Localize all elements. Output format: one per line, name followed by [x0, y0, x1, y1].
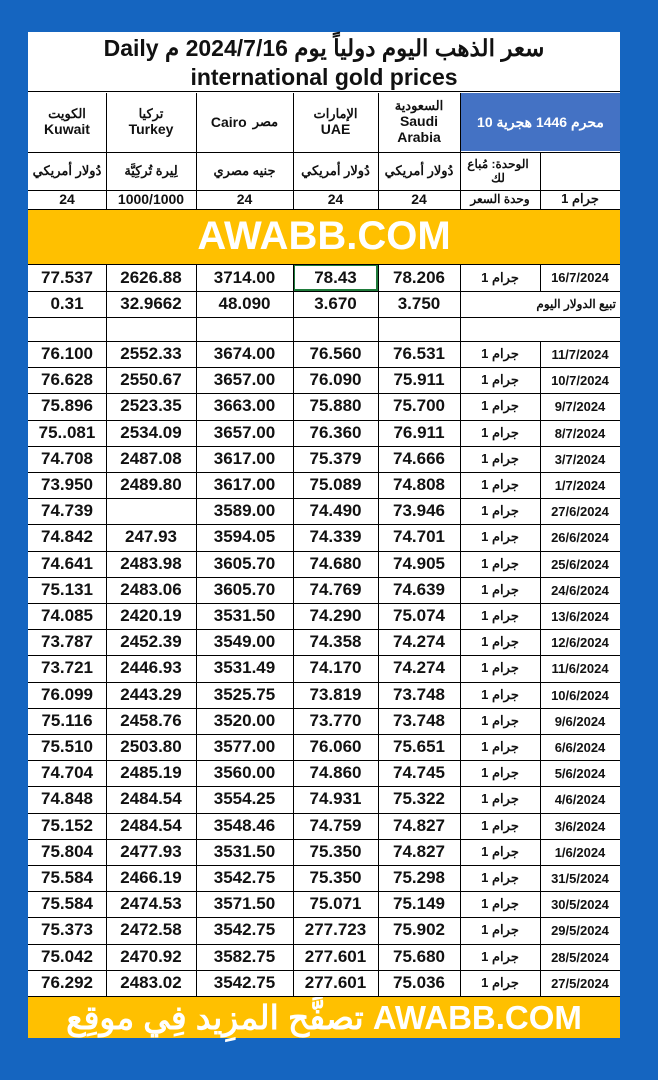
- price-cell: 76.090: [309, 370, 362, 389]
- grid-line: [196, 264, 197, 996]
- unit-cell: 1 جرام: [481, 372, 519, 387]
- price-cell: 74.704: [41, 763, 93, 782]
- unit-cell: 1 جرام: [481, 425, 519, 440]
- price-cell: 74.085: [41, 606, 93, 625]
- price-cell: 73.819: [309, 685, 362, 704]
- price-cell: 2489.80: [120, 475, 182, 494]
- title-line-1: سعر الذهب اليوم دولياً يوم 2024/7/16 م Daily: [103, 35, 545, 61]
- grid-line: [460, 93, 461, 209]
- price-cell: 76.360: [309, 423, 362, 442]
- unit-cell: 1 جرام: [481, 949, 519, 964]
- bottom-banner: تصفَّح المزِيد فِي موقِع AWABB.COM: [28, 997, 620, 1038]
- grid-line: [28, 472, 620, 473]
- price-cell: 74.808: [393, 475, 445, 494]
- price-cell: 74.639: [393, 580, 445, 599]
- price-cell: 277.723: [304, 920, 367, 939]
- price-cell: 3531.50: [213, 842, 276, 861]
- price-cell: 74.274: [393, 632, 445, 651]
- price-cell: 74.860: [309, 763, 362, 782]
- unit-cell: 1 جرام: [481, 765, 519, 780]
- grid-line: [28, 577, 620, 578]
- unit-cell: 1 جرام: [481, 582, 519, 597]
- price-cell: 3548.46: [213, 816, 276, 835]
- grid-line: [106, 264, 107, 996]
- date-cell: 31/5/2024: [551, 870, 609, 886]
- date-cell: 1/6/2024: [554, 844, 606, 860]
- price-cell: 75.804: [41, 842, 93, 861]
- price-cell: 76.099: [41, 685, 93, 704]
- unit-cell: 1 جرام: [481, 922, 519, 937]
- price-cell: 2550.67: [120, 370, 182, 389]
- price-cell: 3582.75: [213, 947, 276, 966]
- price-cell: 76.060: [309, 737, 362, 756]
- price-cell: 3542.75: [213, 920, 276, 939]
- price-cell: 3531.50: [213, 606, 276, 625]
- grid-line: [28, 341, 620, 342]
- grid-line: [540, 152, 541, 209]
- price-cell: 75.152: [41, 816, 93, 835]
- price-cell: 74.708: [41, 449, 93, 468]
- date-cell: 8/7/2024: [554, 425, 606, 441]
- grid-line: [28, 891, 620, 892]
- price-cell: 2487.08: [120, 449, 182, 468]
- unit-cell: 1 جرام: [481, 687, 519, 702]
- country-name-en: Cairo: [210, 114, 247, 130]
- country-name-ar: السعودية: [394, 98, 444, 113]
- price-cell: 75.089: [309, 475, 362, 494]
- price-cell: 3.670: [314, 294, 357, 313]
- price-cell: 3617.00: [213, 449, 276, 468]
- price-cell: 3.750: [397, 294, 441, 313]
- price-cell: 75.880: [309, 396, 362, 415]
- price-cell: 2534.09: [120, 423, 182, 442]
- price-cell: 75.350: [309, 868, 362, 887]
- price-cell: 2458.76: [120, 711, 182, 730]
- price-cell: 3657.00: [213, 423, 276, 442]
- price-cell: 3560.00: [213, 763, 276, 782]
- karat-value: 24: [59, 191, 75, 207]
- date-cell: 27/5/2024: [551, 975, 609, 991]
- price-cell: 2420.19: [120, 606, 182, 625]
- price-cell: 247.93: [125, 527, 177, 546]
- price-cell: 2552.33: [120, 344, 182, 363]
- date-cell: 24/6/2024: [551, 582, 609, 598]
- grid-line: [28, 786, 620, 787]
- price-cell: 74.641: [41, 554, 93, 573]
- price-cell: 74.739: [41, 501, 93, 520]
- country-name-ar: مصر: [252, 114, 279, 129]
- date-cell: 5/6/2024: [554, 765, 606, 781]
- price-cell: 74.170: [309, 658, 362, 677]
- price-cell: 75.322: [393, 789, 445, 808]
- price-cell: 75.902: [393, 920, 445, 939]
- grid-line: [293, 93, 294, 209]
- grid-line: [28, 446, 620, 447]
- grid-line: [28, 603, 620, 604]
- price-cell: 2484.54: [120, 789, 182, 808]
- price-cell: 74.339: [309, 527, 362, 546]
- price-cell: 75.584: [41, 868, 93, 887]
- unit-cell: 1 جرام: [481, 739, 519, 754]
- usd-rate-label: تبيع الدولار اليوم: [536, 297, 616, 311]
- price-cell: 74.358: [309, 632, 362, 651]
- grid-line: [378, 93, 379, 209]
- date-cell: 10/6/2024: [551, 687, 609, 703]
- grid-line: [106, 93, 107, 209]
- unit-cell: 1 جرام: [481, 556, 519, 571]
- price-cell: 74.490: [309, 501, 362, 520]
- price-cell: 75..081: [38, 423, 96, 442]
- karat-value: 24: [411, 191, 427, 207]
- sheet-title: [28, 32, 620, 92]
- country-header-3: [293, 93, 378, 151]
- price-cell: 77.537: [41, 267, 93, 287]
- price-cell: [106, 498, 196, 524]
- date-cell: 1/7/2024: [554, 477, 606, 493]
- currency-label: دُولار أمريكي: [32, 163, 102, 178]
- price-cell: 3674.00: [213, 344, 276, 363]
- unit-cell: 1 جرام: [481, 896, 519, 911]
- price-cell: 2477.93: [120, 842, 182, 861]
- grid-line: [28, 498, 620, 499]
- currency-label: لِيرة تُركِيَّة: [124, 163, 178, 178]
- grid-line: [196, 93, 197, 209]
- grid-line: [28, 917, 620, 918]
- price-cell: 76.560: [309, 344, 362, 363]
- date-cell: 28/5/2024: [551, 949, 609, 965]
- price-cell: 74.827: [393, 816, 445, 835]
- date-cell: 3/6/2024: [554, 818, 606, 834]
- date-cell: 11/7/2024: [551, 346, 609, 362]
- price-cell: 76.100: [41, 344, 93, 363]
- currency-label: دُولار أمريكي: [384, 163, 454, 178]
- grid-line: [540, 264, 541, 291]
- price-cell: 76.628: [41, 370, 93, 389]
- price-cell: 74.769: [309, 580, 362, 599]
- price-cell: 277.601: [304, 973, 367, 992]
- grid-line: [28, 813, 620, 814]
- price-cell: 2474.53: [120, 894, 182, 913]
- grid-line: [28, 393, 620, 394]
- date-cell: 13/6/2024: [551, 608, 609, 624]
- price-cell: 74.931: [309, 789, 362, 808]
- price-cell: 0.31: [50, 294, 84, 313]
- price-cell: 75.042: [41, 947, 93, 966]
- grid-line: [540, 341, 541, 996]
- grid-line: [293, 264, 294, 996]
- price-cell: 3549.00: [213, 632, 276, 651]
- date-cell: 12/6/2024: [551, 634, 609, 650]
- unit-cell: 1 جرام: [481, 451, 519, 466]
- unit-cell: 1 جرام: [481, 608, 519, 623]
- date-cell: 9/7/2024: [554, 398, 606, 414]
- price-cell: 32.9662: [120, 294, 182, 313]
- date-cell: 6/6/2024: [554, 739, 606, 755]
- date-cell: 16/7/2024: [551, 270, 609, 285]
- country-header-1: [106, 93, 196, 151]
- currency-label: دُولار أمريكي: [301, 163, 370, 178]
- unit-cell: 1 جرام: [481, 529, 519, 544]
- price-cell: 75.074: [393, 606, 445, 625]
- country-name-en: Saudi Arabia: [397, 113, 441, 145]
- grid-line: [28, 524, 620, 525]
- date-cell: 11/6/2024: [551, 660, 609, 676]
- unit-cell: 1 جرام: [481, 398, 519, 413]
- price-cell: 73.721: [41, 658, 93, 677]
- date-cell: 30/5/2024: [551, 896, 609, 912]
- price-cell: 78.206: [393, 267, 445, 287]
- grid-line: [28, 839, 620, 840]
- price-cell: 2472.58: [120, 920, 182, 939]
- country-name-ar: الكويت: [48, 106, 86, 121]
- country-name-ar: تركيا: [138, 106, 164, 121]
- price-cell: 76.531: [393, 344, 445, 363]
- unit-cell: 1 جرام: [481, 503, 519, 518]
- date-cell: 27/6/2024: [551, 503, 609, 519]
- price-cell: 3525.75: [213, 685, 276, 704]
- date-cell: 4/6/2024: [554, 791, 606, 807]
- date-cell: 25/6/2024: [551, 556, 609, 572]
- price-cell: 2483.98: [120, 554, 182, 573]
- grid-line: [460, 264, 461, 996]
- price-cell: 3605.70: [213, 580, 276, 599]
- price-cell: 48.090: [218, 294, 271, 313]
- price-cell: 76.911: [393, 423, 445, 442]
- price-cell: 3577.00: [213, 737, 276, 756]
- country-header-4: [378, 93, 460, 151]
- price-cell: 73.748: [393, 711, 445, 730]
- price-cell: 2523.35: [120, 396, 182, 415]
- price-cell: 74.745: [393, 763, 445, 782]
- price-cell: 74.905: [393, 554, 445, 573]
- price-cell: 73.950: [41, 475, 93, 494]
- price-cell: 75.911: [393, 370, 445, 389]
- price-cell: 3617.00: [213, 475, 276, 494]
- country-name-en: Turkey: [128, 121, 174, 137]
- price-cell: 2470.92: [120, 947, 182, 966]
- unit-cell: 1 جرام: [481, 713, 519, 728]
- price-cell: 73.787: [41, 632, 93, 651]
- country-header-2: [196, 93, 293, 151]
- grid-line: [28, 944, 620, 945]
- price-cell: 3542.75: [213, 868, 276, 887]
- date-cell: 29/5/2024: [551, 922, 609, 938]
- price-cell: 3589.00: [213, 501, 276, 520]
- unit-cell: 1 جرام: [481, 791, 519, 806]
- grid-line: [28, 317, 620, 318]
- price-cell: 74.680: [309, 554, 362, 573]
- price-cell: 277.601: [304, 947, 367, 966]
- selected-cell[interactable]: 78.43: [293, 264, 378, 291]
- grid-line: [28, 551, 620, 552]
- price-cell: 75.651: [393, 737, 445, 756]
- grid-line: [28, 264, 620, 265]
- unit-cell: 1 جرام: [481, 975, 519, 990]
- country-name-ar: الإمارات: [313, 106, 358, 121]
- price-cell: 2483.02: [120, 973, 182, 992]
- grid-line: [28, 970, 620, 971]
- unit-cell: 1 جرام: [481, 269, 519, 285]
- price-cell: 3605.70: [213, 554, 276, 573]
- price-cell: 74.848: [41, 789, 93, 808]
- price-cell: 74.842: [41, 527, 93, 546]
- price-cell: 75.350: [309, 842, 362, 861]
- price-cell: 75.896: [41, 396, 93, 415]
- price-cell: 75.298: [393, 868, 445, 887]
- country-name-en: Kuwait: [44, 121, 90, 137]
- unit-cell: 1 جرام: [481, 477, 519, 492]
- price-cell: 2626.88: [120, 267, 182, 287]
- grid-line: [28, 209, 620, 210]
- unit-cell: 1 جرام: [481, 870, 519, 885]
- price-cell: 75.116: [41, 711, 93, 730]
- date-cell: 10/7/2024: [551, 372, 609, 388]
- price-cell: 75.149: [393, 894, 445, 913]
- price-cell: 2446.93: [120, 658, 182, 677]
- karat-value: 1000/1000: [117, 191, 185, 207]
- country-header-0: [28, 93, 106, 151]
- price-cell: 73.946: [393, 501, 445, 520]
- unit-cell: 1 جرام: [481, 660, 519, 675]
- price-cell: 3571.50: [213, 894, 276, 913]
- price-cell: 75.700: [393, 396, 445, 415]
- unit-cell: 1 جرام: [481, 844, 519, 859]
- grid-line: [28, 367, 620, 368]
- grid-line: [28, 682, 620, 683]
- price-cell: 3542.75: [213, 973, 276, 992]
- karat-value: 24: [236, 191, 253, 207]
- price-cell: 75.036: [393, 973, 445, 992]
- grid-line: [28, 629, 620, 630]
- grid-line: [28, 420, 620, 421]
- price-cell: 3531.49: [213, 658, 276, 677]
- price-cell: 2485.19: [120, 763, 182, 782]
- price-cell: 74.701: [393, 527, 445, 546]
- price-cell: 73.748: [393, 685, 445, 704]
- price-cell: 2443.29: [120, 685, 182, 704]
- unit-cell: 1 جرام: [481, 346, 519, 361]
- price-cell: 73.770: [309, 711, 362, 730]
- price-cell: 2484.54: [120, 816, 182, 835]
- grid-line: [28, 152, 620, 153]
- price-cell: 2483.06: [120, 580, 182, 599]
- grid-line: [28, 190, 620, 191]
- price-sheet: [28, 32, 620, 1038]
- price-cell: 2452.39: [120, 632, 182, 651]
- grid-line: [28, 734, 620, 735]
- grid-line: [28, 708, 620, 709]
- price-cell: 74.666: [393, 449, 445, 468]
- price-cell: 74.274: [393, 658, 445, 677]
- grid-line: [28, 760, 620, 761]
- date-cell: 9/6/2024: [554, 713, 606, 729]
- price-cell: 3714.00: [213, 267, 276, 287]
- country-name-en: UAE: [320, 121, 351, 137]
- price-cell: 75.373: [41, 920, 93, 939]
- grid-line: [28, 291, 620, 292]
- grid-line: [378, 264, 379, 996]
- grid-line: [28, 996, 620, 997]
- top-banner: AWABB.COM: [28, 209, 620, 264]
- title-line-2: international gold prices: [190, 64, 458, 90]
- price-cell: 3663.00: [213, 396, 276, 415]
- price-cell: 74.759: [309, 816, 362, 835]
- date-cell: 26/6/2024: [551, 529, 609, 545]
- grid-line: [28, 865, 620, 866]
- unit-cell: 1 جرام: [481, 634, 519, 649]
- price-cell: 75.680: [393, 947, 445, 966]
- currency-label: جنيه مصري: [213, 163, 276, 178]
- price-cell: 3657.00: [213, 370, 276, 389]
- price-cell: 75.379: [309, 449, 362, 468]
- price-unit-label: وحدة السعر: [470, 192, 530, 206]
- price-cell: 2466.19: [120, 868, 182, 887]
- date-cell: 3/7/2024: [554, 451, 606, 467]
- price-cell: 2503.80: [120, 737, 182, 756]
- price-cell: 76.292: [41, 973, 93, 992]
- price-cell: 75.584: [41, 894, 93, 913]
- price-cell: 74.827: [393, 842, 445, 861]
- karat-value: 24: [327, 191, 344, 207]
- hijri-date: 10 محرم 1446 هجرية: [461, 93, 620, 151]
- price-unit-value: 1 جرام: [561, 191, 599, 206]
- price-cell: 74.290: [309, 606, 362, 625]
- grid-line: [28, 655, 620, 656]
- unit-label: الوحدة: مُباع لك: [467, 157, 529, 185]
- price-cell: 75.071: [309, 894, 362, 913]
- price-cell: 75.131: [41, 580, 93, 599]
- price-cell: 3520.00: [213, 711, 276, 730]
- price-cell: 75.510: [41, 737, 93, 756]
- price-cell: 3594.05: [213, 527, 276, 546]
- price-cell: 3554.25: [213, 789, 276, 808]
- unit-cell: 1 جرام: [481, 818, 519, 833]
